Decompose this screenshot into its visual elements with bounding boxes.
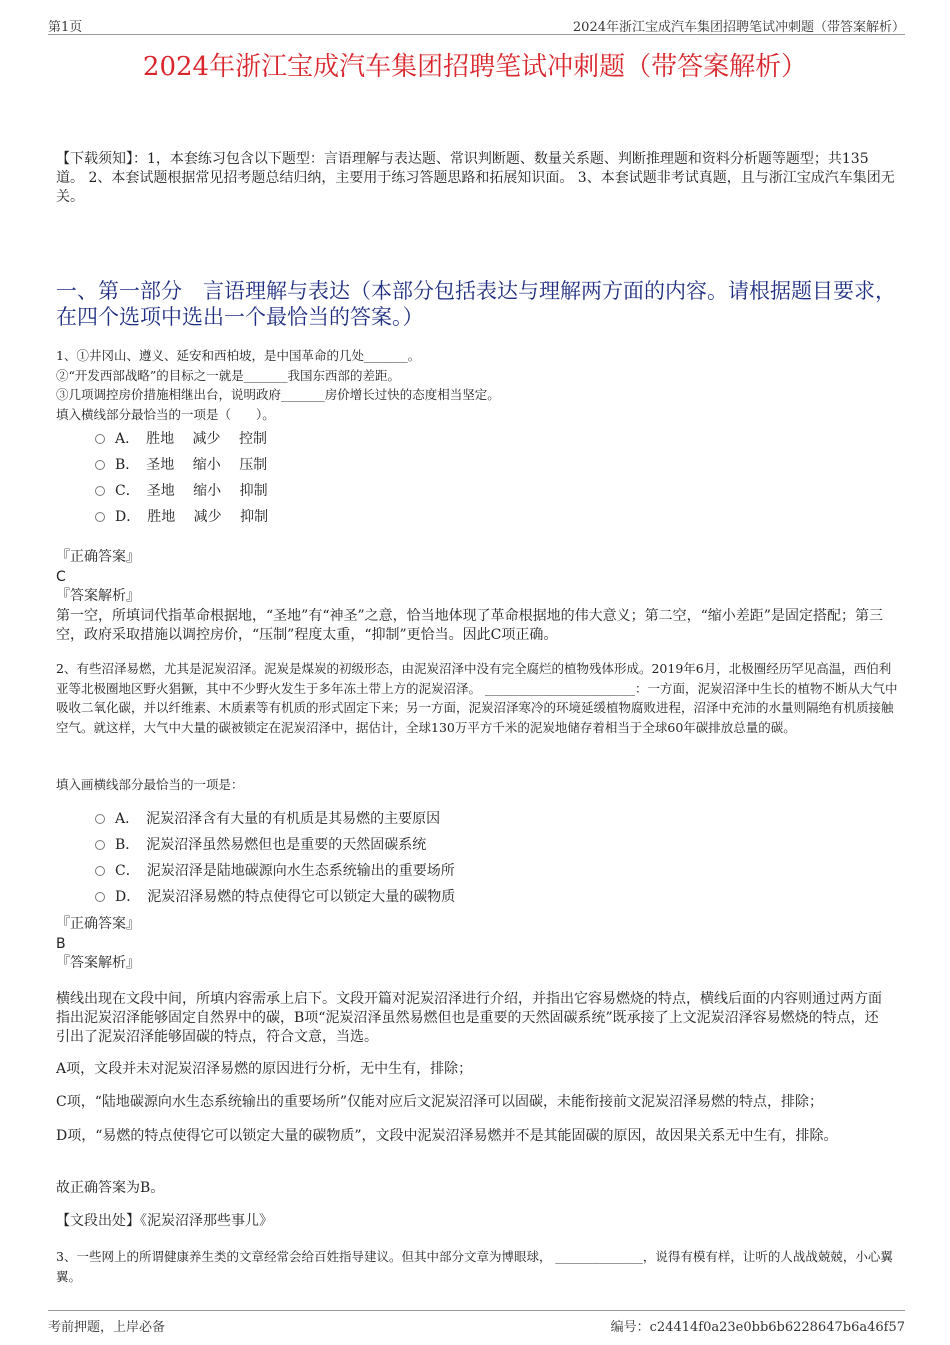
- passage-text: 2、有些沼泽易燃，尤其是泥炭沼泽。泥炭是煤炭的初级形态，由泥炭沼泽中没有完全腐烂的植物残体形成。2019年6月，北极圈经历罕见高温，西伯利亚等北极圈地区野火猖獗，其中不少野火发生于多年冻土带上方的泥炭沼泽。 ________________________：一方面，泥炭沼泽中生长的植物不断从大气中吸收二氧化碳，并以纤维素、木质素等有机质的形式固定下来；另一方面，泥炭沼泽寒冷的环境延缓植物腐败进程，沼泽中充沛的水量则隔绝有机质接触空气。就这样，大气中大量的碳被锁定在泥炭沼泽中，据估计，全球130万平方千米的泥炭地储存着相当于全球60年碳排放总量的碳。: [56, 661, 898, 735]
- section-heading: 一、第一部分 言语理解与表达（本部分包括表达与理解两方面的内容。请根据题目要求，在四个选项中选出一个最恰当的答案。）: [56, 279, 896, 329]
- option-a[interactable]: A． 泥炭沼泽含有大量的有机质是其易燃的主要原因: [95, 806, 455, 832]
- option-b[interactable]: B． 泥炭沼泽虽然易燃但也是重要的天然固碳系统: [95, 832, 455, 858]
- radio-icon[interactable]: [95, 840, 105, 850]
- option-c[interactable]: C． 圣地 缩小 抑制: [95, 478, 268, 504]
- question-line: ②“开发西部战略”的目标之一就是_______我国东西部的差距。: [56, 367, 401, 383]
- radio-icon[interactable]: [95, 892, 105, 902]
- option-a[interactable]: A． 胜地 减少 控制: [95, 426, 268, 452]
- analysis-paragraph: D项，“易燃的特点使得它可以锁定大量的碳物质”，文段中泥炭沼泽易燃并不是其能固碳的原因，故因果关系无中生有，排除。: [56, 1128, 838, 1144]
- radio-icon[interactable]: [95, 460, 105, 470]
- source-citation: 【文段出处】《泥炭沼泽那些事儿》: [56, 1213, 273, 1229]
- radio-icon[interactable]: [95, 486, 105, 496]
- analysis-text: 第一空，所填词代指革命根据地，“圣地”有“神圣”之意，恰当地体现了革命根据地的伟大意义；第二空，“缩小差距”是固定搭配；第三空，政府采取措施以调控房价，“压制”程度太重，“抑制”更恰当。因此C项正确。: [56, 607, 883, 643]
- question-2-prompt: [56, 775, 901, 795]
- document-title: 2024年浙江宝成汽车集团招聘笔试冲刺题（带答案解析）: [142, 52, 808, 82]
- question-2-options: [95, 806, 455, 910]
- correct-answer-label: 『正确答案』: [56, 549, 140, 565]
- footer-serial: 编号：c24414f0a23e0bb6b6228647b6a46f57: [610, 1320, 905, 1335]
- question-2-passage: [56, 659, 901, 737]
- option-d[interactable]: D． 泥炭沼泽易燃的特点使得它可以锁定大量的碳物质: [95, 884, 455, 910]
- download-notice: 【下载须知】：1，本套练习包含以下题型：言语理解与表达题、常识判断题、数量关系题、判断推理题和资料分析题等题型；共135道。 2、本套试题根据常见招考题总结归纳，主要用于练习答题思路和拓展知识面。 3、本套试题非考试真题，且与浙江宝成汽车集团无关。: [56, 151, 895, 205]
- option-b[interactable]: B． 圣地 缩小 压制: [95, 452, 268, 478]
- radio-icon[interactable]: [95, 512, 105, 522]
- correct-answer: B: [56, 935, 66, 952]
- prompt-text: 填入画横线部分最恰当的一项是：: [56, 777, 244, 792]
- analysis-label: 『答案解析』: [56, 955, 140, 971]
- question-line: 填入横线部分最恰当的一项是（ ）。: [56, 406, 275, 422]
- footer-slogan: 考前押题，上岸必备: [48, 1320, 166, 1335]
- radio-icon[interactable]: [95, 814, 105, 824]
- question-1-answer: [56, 548, 896, 646]
- question-2-answer-header: [56, 915, 896, 974]
- page-footer: [48, 1310, 905, 1335]
- question-line: 1、①井冈山、遵义、延安和西柏坡，是中国革命的几处_______。: [56, 348, 421, 363]
- analysis-paragraph: C项，“陆地碳源向水生态系统输出的重要场所”仅能对应后文泥炭沼泽可以固碳，未能衔接前文泥炭沼泽易燃的特点，排除；: [56, 1094, 824, 1110]
- page-number: 第1页: [48, 20, 83, 35]
- question-line: ③几项调控房价措施相继出台，说明政府_______房价增长过快的态度相当坚定。: [56, 387, 500, 402]
- header-doc-title: 2024年浙江宝成汽车集团招聘笔试冲刺题（带答案解析）: [572, 20, 905, 35]
- radio-icon[interactable]: [95, 866, 105, 876]
- analysis-paragraph: A项，文段并未对泥炭沼泽易燃的原因进行分析，无中生有，排除；: [56, 1061, 473, 1077]
- correct-answer: C: [56, 568, 66, 585]
- radio-icon[interactable]: [95, 434, 105, 444]
- question-1-stem: [56, 346, 901, 424]
- option-d[interactable]: D． 胜地 减少 抑制: [95, 504, 268, 530]
- question-1-options: [95, 426, 268, 530]
- analysis-paragraph: 故正确答案为B。: [56, 1180, 165, 1196]
- page-header: [48, 14, 905, 35]
- analysis-paragraph: 横线出现在文段中间，所填内容需承上启下。文段开篇对泥炭沼泽进行介绍，并指出它容易燃烧的特点，横线后面的内容则通过两方面指出泥炭沼泽能够固定自然界中的碳，B项“泥炭沼泽虽然易燃但也是重要的天然固碳系统”既承接了上文泥炭沼泽容易燃烧的特点，还引出了泥炭沼泽能够固碳的特点，符合文意，当选。: [56, 991, 882, 1045]
- correct-answer-label: 『正确答案』: [56, 916, 140, 932]
- analysis-label: 『答案解析』: [56, 588, 140, 604]
- question-3-passage: [56, 1247, 901, 1286]
- passage-text: 3、一些网上的所谓健康养生类的文章经常会给百姓指导建议。但其中部分文章为博眼球， ______________，说得有模有样，让听的人战战兢兢，小心翼翼。: [56, 1249, 893, 1284]
- option-c[interactable]: C． 泥炭沼泽是陆地碳源向水生态系统输出的重要场所: [95, 858, 455, 884]
